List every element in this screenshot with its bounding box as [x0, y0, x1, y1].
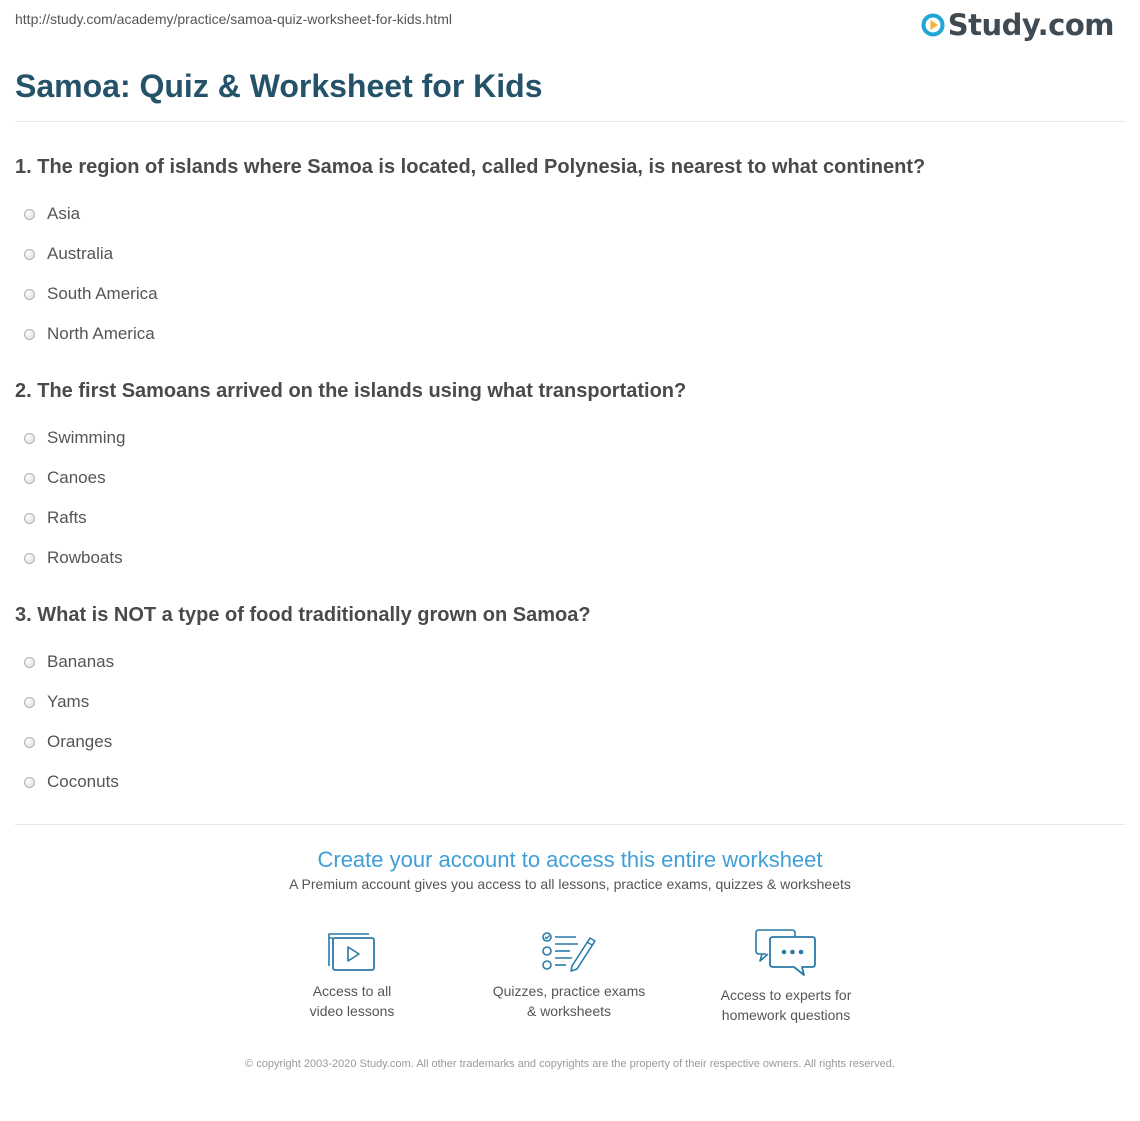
radio-button[interactable] — [24, 553, 35, 564]
play-circle-logo-icon — [921, 13, 945, 37]
radio-button[interactable] — [24, 697, 35, 708]
answer-option[interactable] — [15, 642, 1125, 682]
question-3 — [15, 600, 1125, 802]
feature-video-lessons — [252, 928, 452, 1021]
radio-button[interactable] — [24, 433, 35, 444]
radio-button[interactable] — [24, 473, 35, 484]
radio-button[interactable] — [24, 513, 35, 524]
chat-bubbles-icon — [754, 928, 818, 978]
quiz-checklist-icon — [540, 928, 598, 974]
logo-text: Study.com — [947, 8, 1114, 42]
answer-label: Canoes — [47, 468, 106, 487]
title-divider — [15, 121, 1125, 122]
answer-option[interactable] — [15, 458, 1125, 498]
feature-label: Access to experts for homework questions — [720, 987, 852, 1023]
video-lesson-icon — [325, 928, 379, 974]
feature-experts — [686, 928, 886, 1025]
answer-label: Oranges — [47, 732, 113, 751]
answer-list — [15, 418, 1125, 578]
premium-description: A Premium account gives you access to all lessons, practice exams, quizzes & worksheets — [289, 876, 851, 892]
answer-label: Asia — [47, 204, 81, 223]
answer-label: Swimming — [47, 428, 126, 447]
answer-option[interactable] — [15, 498, 1125, 538]
answer-label: Rafts — [47, 508, 87, 527]
answer-label: Australia — [47, 244, 114, 263]
radio-button[interactable] — [24, 249, 35, 260]
copyright-notice: © copyright 2003-2020 Study.com. All other trademarks and copyrights are the property of their respective owners. All rights reserved. — [245, 1058, 895, 1070]
page-url: http://study.com/academy/practice/samoa-quiz-worksheet-for-kids.html — [15, 11, 453, 27]
answer-list — [15, 642, 1125, 802]
answer-option[interactable] — [15, 194, 1125, 234]
answer-label: Rowboats — [47, 548, 123, 567]
question-text: 1. The region of islands where Samoa is located, called Polynesia, is nearest to what continent? — [15, 156, 926, 178]
answer-option[interactable] — [15, 314, 1125, 354]
answer-label: Yams — [47, 692, 90, 711]
radio-button[interactable] — [24, 289, 35, 300]
answer-label: South America — [47, 284, 158, 303]
answer-list — [15, 194, 1125, 354]
feature-quizzes — [469, 928, 669, 1021]
page-title: Samoa: Quiz & Worksheet for Kids — [15, 68, 543, 104]
answer-option[interactable] — [15, 274, 1125, 314]
feature-label: Quizzes, practice exams & worksheets — [492, 983, 646, 1019]
question-2 — [15, 376, 1125, 578]
answer-option[interactable] — [15, 762, 1125, 802]
question-text: 2. The first Samoans arrived on the islands using what transportation? — [15, 380, 687, 402]
answer-label: Bananas — [47, 652, 115, 671]
radio-button[interactable] — [24, 737, 35, 748]
answer-label: Coconuts — [47, 772, 119, 791]
question-1 — [15, 152, 1125, 354]
question-text: 3. What is NOT a type of food traditionally grown on Samoa? — [15, 604, 591, 626]
radio-button[interactable] — [24, 329, 35, 340]
answer-option[interactable] — [15, 418, 1125, 458]
cta-divider — [15, 824, 1125, 825]
radio-button[interactable] — [24, 209, 35, 220]
signup-cta — [0, 845, 1140, 892]
answer-option[interactable] — [15, 722, 1125, 762]
answer-label: North America — [47, 324, 155, 343]
answer-option[interactable] — [15, 234, 1125, 274]
feature-label: Access to all video lessons — [309, 983, 395, 1019]
answer-option[interactable] — [15, 538, 1125, 578]
radio-button[interactable] — [24, 657, 35, 668]
radio-button[interactable] — [24, 777, 35, 788]
study-logo[interactable] — [921, 6, 1114, 44]
answer-option[interactable] — [15, 682, 1125, 722]
create-account-link[interactable]: Create your account to access this entire worksheet — [317, 847, 823, 872]
